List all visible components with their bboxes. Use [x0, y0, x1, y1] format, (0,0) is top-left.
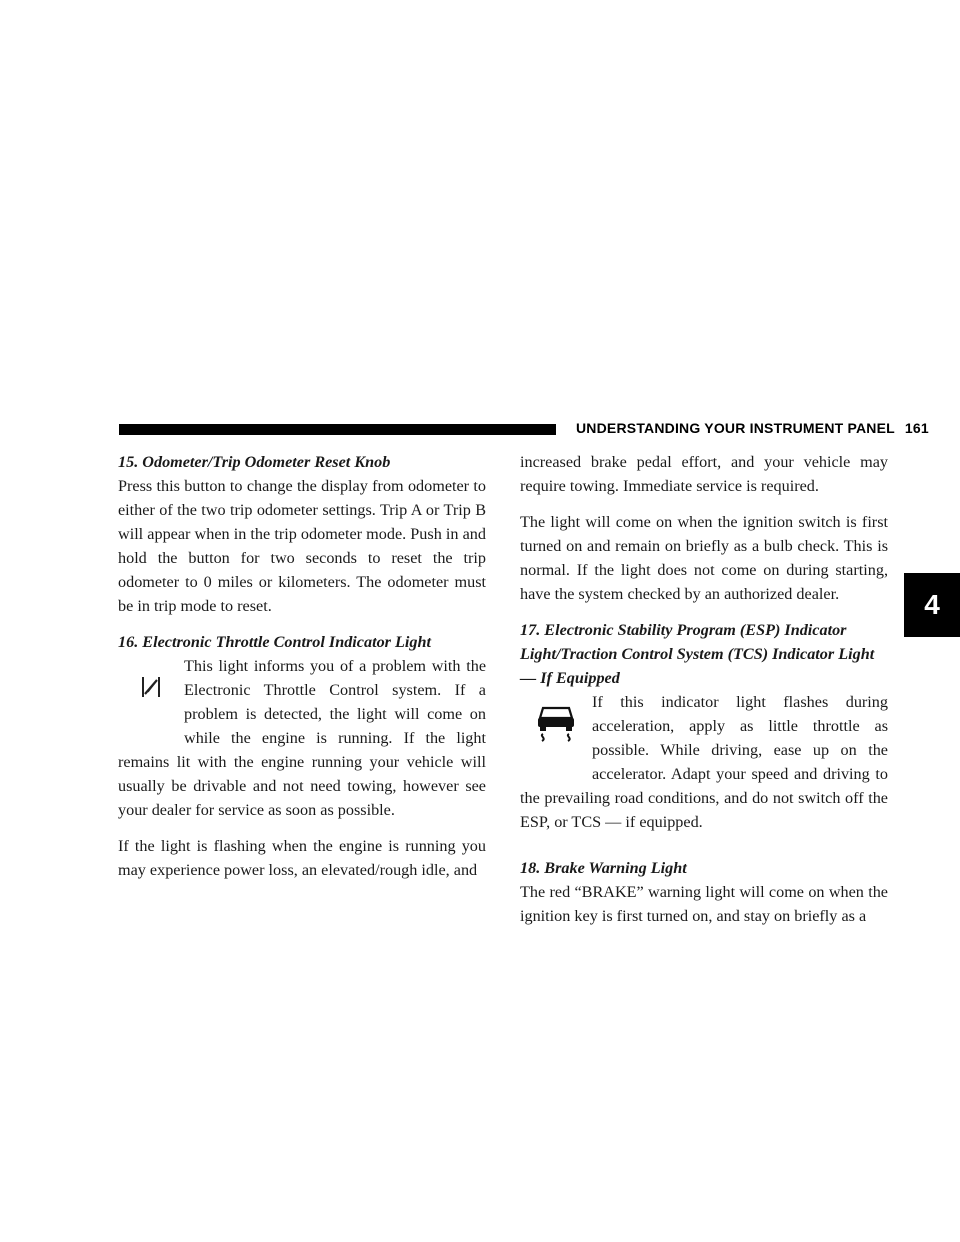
section-15-heading: 15. Odometer/Trip Odometer Reset Knob: [118, 453, 391, 471]
right-column: [520, 450, 888, 928]
section-16-continued: increased brake pedal effort, and your vehicle may require towing. Immediate service is required.: [520, 453, 888, 495]
esp-icon-svg: [534, 700, 578, 742]
left-column: [118, 450, 486, 894]
section-16-heading: 16. Electronic Throttle Control Indicator Light: [118, 633, 431, 651]
page-number: 161: [904, 420, 929, 436]
section-18-body: The red “BRAKE” warning light will come on when the ignition key is first turned on, and stay on briefly as a: [520, 883, 888, 925]
section-16-continued-2: The light will come on when the ignition switch is first turned on and remain on briefly as a bulb check. This is normal. If the light does not come on during starting, have the system checked by an authorized dealer.: [520, 513, 888, 603]
esp-tcs-icon: [520, 690, 592, 786]
header-rule: [119, 424, 556, 435]
chapter-tab: 4: [904, 573, 960, 637]
section-18-heading: 18. Brake Warning Light: [520, 859, 687, 877]
running-header: [576, 420, 929, 436]
section-title: UNDERSTANDING YOUR INSTRUMENT PANEL: [576, 420, 895, 436]
section-15-body: Press this button to change the display from odometer to either of the two trip odometer settings. Trip A or Trip B will appear when in the trip odometer mode. Push in and hold the button for two seconds to reset the trip odometer to 0 miles or kilometers. The odometer must be in trip mode to reset.: [118, 477, 486, 615]
throttle-icon-svg: [140, 674, 162, 700]
section-16-body-2: If the light is flashing when the engine is running you may experience power loss, an elevated/rough idle, and: [118, 837, 486, 879]
section-17-heading: 17. Electronic Stability Program (ESP) Indicator Light/Traction Control System (TCS) Indicator Light — If Equipped: [520, 621, 875, 687]
throttle-control-icon: [118, 654, 184, 740]
section-17-body: If this indicator light flashes during acceleration, apply as little throttle as possible. While driving, ease up on the accelerator. Adapt your speed and driving to the prevailing road conditions, and do not switch off the ESP, or TCS — if equipped.: [520, 693, 888, 831]
section-16-body: This light informs you of a problem with the Electronic Throttle Control system. If a problem is detected, the light will come on while the engine is running. If the light remains lit with the engine running your vehicle will usually be drivable and not need towing, however see your dealer for service as soon as possible.: [118, 657, 486, 819]
